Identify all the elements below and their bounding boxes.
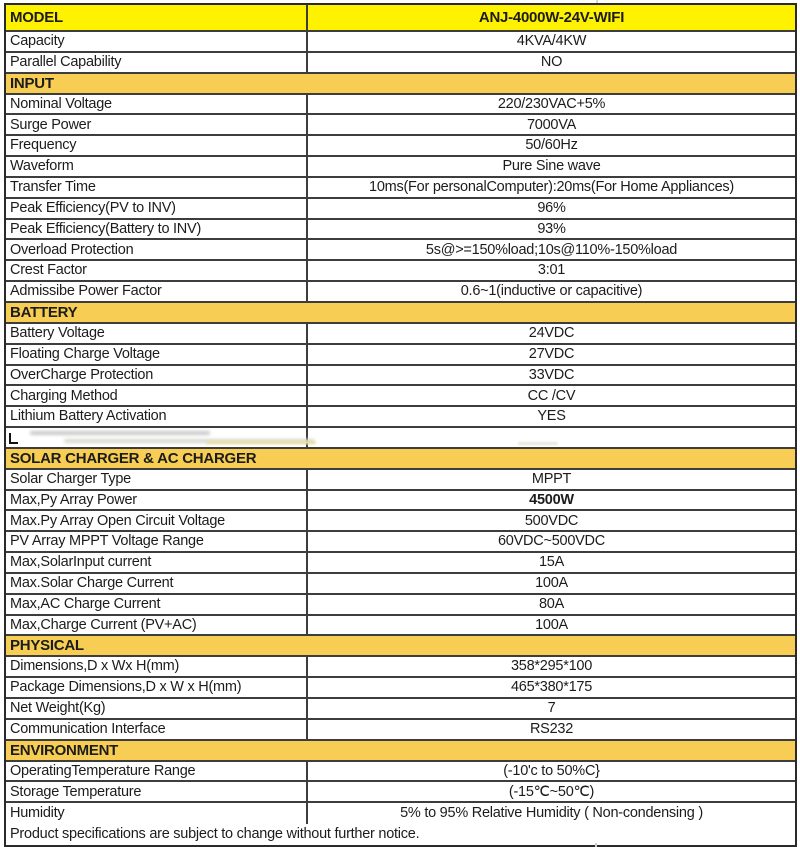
spec-value: 5% to 95% Relative Humidity ( Non-condensing ): [400, 805, 703, 822]
spec-value: 96%: [537, 199, 566, 216]
model-header-label: MODEL: [6, 5, 308, 30]
spec-row: [6, 511, 795, 532]
spec-label: Nominal Voltage: [6, 95, 308, 114]
spec-row: [6, 386, 795, 407]
spec-value: 500VDC: [524, 512, 579, 529]
spec-label: Floating Charge Voltage: [6, 345, 308, 364]
spec-label: Max,SolarInput current: [6, 553, 308, 572]
spec-label: Max,Py Array Power: [6, 491, 308, 510]
spec-label: Peak Efficiency(Battery to INV): [6, 220, 308, 239]
spec-value: 33VDC: [528, 366, 575, 383]
spec-row: [6, 595, 795, 616]
spec-value: (-15℃~50℃): [508, 783, 595, 800]
spec-value: 4KVA/4KW: [516, 33, 587, 50]
spec-label: Max,AC Charge Current: [6, 595, 308, 614]
spec-row: [6, 240, 795, 261]
section-title: SOLAR CHARGER & AC CHARGER: [10, 449, 257, 467]
spec-value: 50/60Hz: [525, 137, 578, 154]
spec-table-body: [6, 32, 795, 824]
spec-row: [6, 699, 795, 720]
spec-row: [6, 95, 795, 116]
spec-label: Crest Factor: [6, 261, 308, 280]
erased-text-smudge: [30, 431, 210, 435]
spec-row: [6, 178, 795, 199]
spec-row: [6, 115, 795, 136]
erased-cell: [308, 428, 795, 447]
spec-value: 24VDC: [528, 324, 575, 341]
spec-value: RS232: [529, 721, 574, 738]
spec-row: [6, 199, 795, 220]
spec-value: 7000VA: [526, 116, 577, 133]
spec-value: 7: [547, 700, 556, 717]
section-header-row: [6, 636, 795, 657]
spec-value: (-10'c to 50%C}: [503, 762, 600, 779]
spec-value: NO: [540, 54, 563, 71]
spec-label: Surge Power: [6, 115, 308, 134]
spec-value: YES: [537, 408, 566, 425]
spec-row: [6, 32, 795, 53]
spec-value: 220/230VAC+5%: [497, 95, 606, 112]
section-header-row: [6, 741, 795, 762]
spec-label: Communication Interface: [6, 720, 308, 739]
spec-row: [6, 261, 795, 282]
spec-label: Lithium Battery Activation: [6, 407, 308, 426]
spec-value: 15A: [538, 554, 565, 571]
spec-label: Charging Method: [6, 386, 308, 405]
gridline-artifact-top: [596, 0, 598, 3]
spec-value: Pure Sine wave: [502, 158, 601, 175]
spec-value: 60VDC~500VDC: [497, 533, 606, 550]
model-header-row: [6, 5, 795, 32]
section-title: BATTERY: [10, 303, 78, 321]
spec-value: 93%: [537, 220, 566, 237]
footer-note-row: [6, 824, 795, 845]
spec-value: 358*295*100: [510, 658, 593, 675]
spec-value: 27VDC: [528, 345, 575, 362]
spec-label: Peak Efficiency(PV to INV): [6, 199, 308, 218]
spec-value: 100A: [535, 616, 568, 633]
spec-row: [6, 553, 795, 574]
spec-value: 5s@>=150%load;10s@110%-150%load: [425, 241, 678, 258]
spec-row: [6, 157, 795, 178]
spec-label: Waveform: [6, 157, 308, 176]
spec-row: [6, 803, 795, 824]
spec-row: [6, 678, 795, 699]
spec-label: Battery Voltage: [6, 324, 308, 343]
spec-value: MPPT: [531, 470, 572, 487]
spec-label: PV Array MPPT Voltage Range: [6, 532, 308, 551]
erased-text-smudge: [518, 442, 558, 445]
spec-label: Transfer Time: [6, 178, 308, 197]
spec-value: 10ms(For personalComputer):20ms(For Home Appliances): [369, 179, 734, 196]
spec-value: 100A: [535, 575, 568, 592]
spec-value: 0.6~1(inductive or capacitive): [460, 283, 643, 300]
spec-label: OverCharge Protection: [6, 366, 308, 385]
spec-value: 3:01: [537, 262, 566, 279]
spec-label: Solar Charger Type: [6, 470, 308, 489]
spec-label: Humidity: [6, 803, 308, 824]
spec-label: Net Weight(Kg): [6, 699, 308, 718]
spec-label: Storage Temperature: [6, 782, 308, 801]
spec-row: [6, 470, 795, 491]
section-title: PHYSICAL: [10, 637, 84, 655]
spec-row: [6, 366, 795, 387]
erased-text-smudge: [206, 441, 316, 444]
spec-row: [6, 53, 795, 74]
spec-label: Max.Solar Charge Current: [6, 574, 308, 593]
spec-value: 465*380*175: [510, 679, 593, 696]
spec-label: OperatingTemperature Range: [6, 762, 308, 781]
erased-partial-row: [6, 428, 795, 449]
gridline-artifact-bottom: [595, 843, 597, 847]
spec-label: Dimensions,D x Wx H(mm): [6, 657, 308, 676]
spec-row: [6, 532, 795, 553]
spec-row: [6, 407, 795, 428]
spec-row: [6, 616, 795, 637]
section-header-row: [6, 303, 795, 324]
spec-label: Max,Charge Current (PV+AC): [6, 616, 308, 635]
section-title: ENVIRONMENT: [10, 741, 119, 759]
spec-row: [6, 324, 795, 345]
spec-row: [6, 345, 795, 366]
spec-row: [6, 574, 795, 595]
spec-label: Frequency: [6, 136, 308, 155]
product-spec-table: [4, 3, 797, 847]
spec-value: 80A: [538, 595, 565, 612]
spec-row: [6, 720, 795, 741]
footer-note: Product specifications are subject to change without further notice.: [10, 826, 420, 843]
spec-row: [6, 282, 795, 303]
model-header-value: ANJ-4000W-24V-WIFI: [478, 9, 625, 26]
spec-label: Max.Py Array Open Circuit Voltage: [6, 511, 308, 530]
spec-row: [6, 782, 795, 803]
spec-label: Capacity: [6, 32, 308, 51]
spec-label: Package Dimensions,D x W x H(mm): [6, 678, 308, 697]
spec-label: Parallel Capability: [6, 53, 308, 72]
section-title: INPUT: [10, 74, 54, 92]
erased-cell: [6, 428, 308, 447]
section-header-row: [6, 449, 795, 470]
spec-label: Overload Protection: [6, 240, 308, 259]
spec-label: Admissibe Power Factor: [6, 282, 308, 301]
spec-row: [6, 220, 795, 241]
spec-row: [6, 136, 795, 157]
spec-row: [6, 491, 795, 512]
spec-row: [6, 762, 795, 783]
spec-value: CC /CV: [527, 387, 576, 404]
spec-row: [6, 657, 795, 678]
section-header-row: [6, 74, 795, 95]
spec-value: 4500W: [529, 491, 574, 508]
erased-text-mark: [9, 433, 18, 444]
